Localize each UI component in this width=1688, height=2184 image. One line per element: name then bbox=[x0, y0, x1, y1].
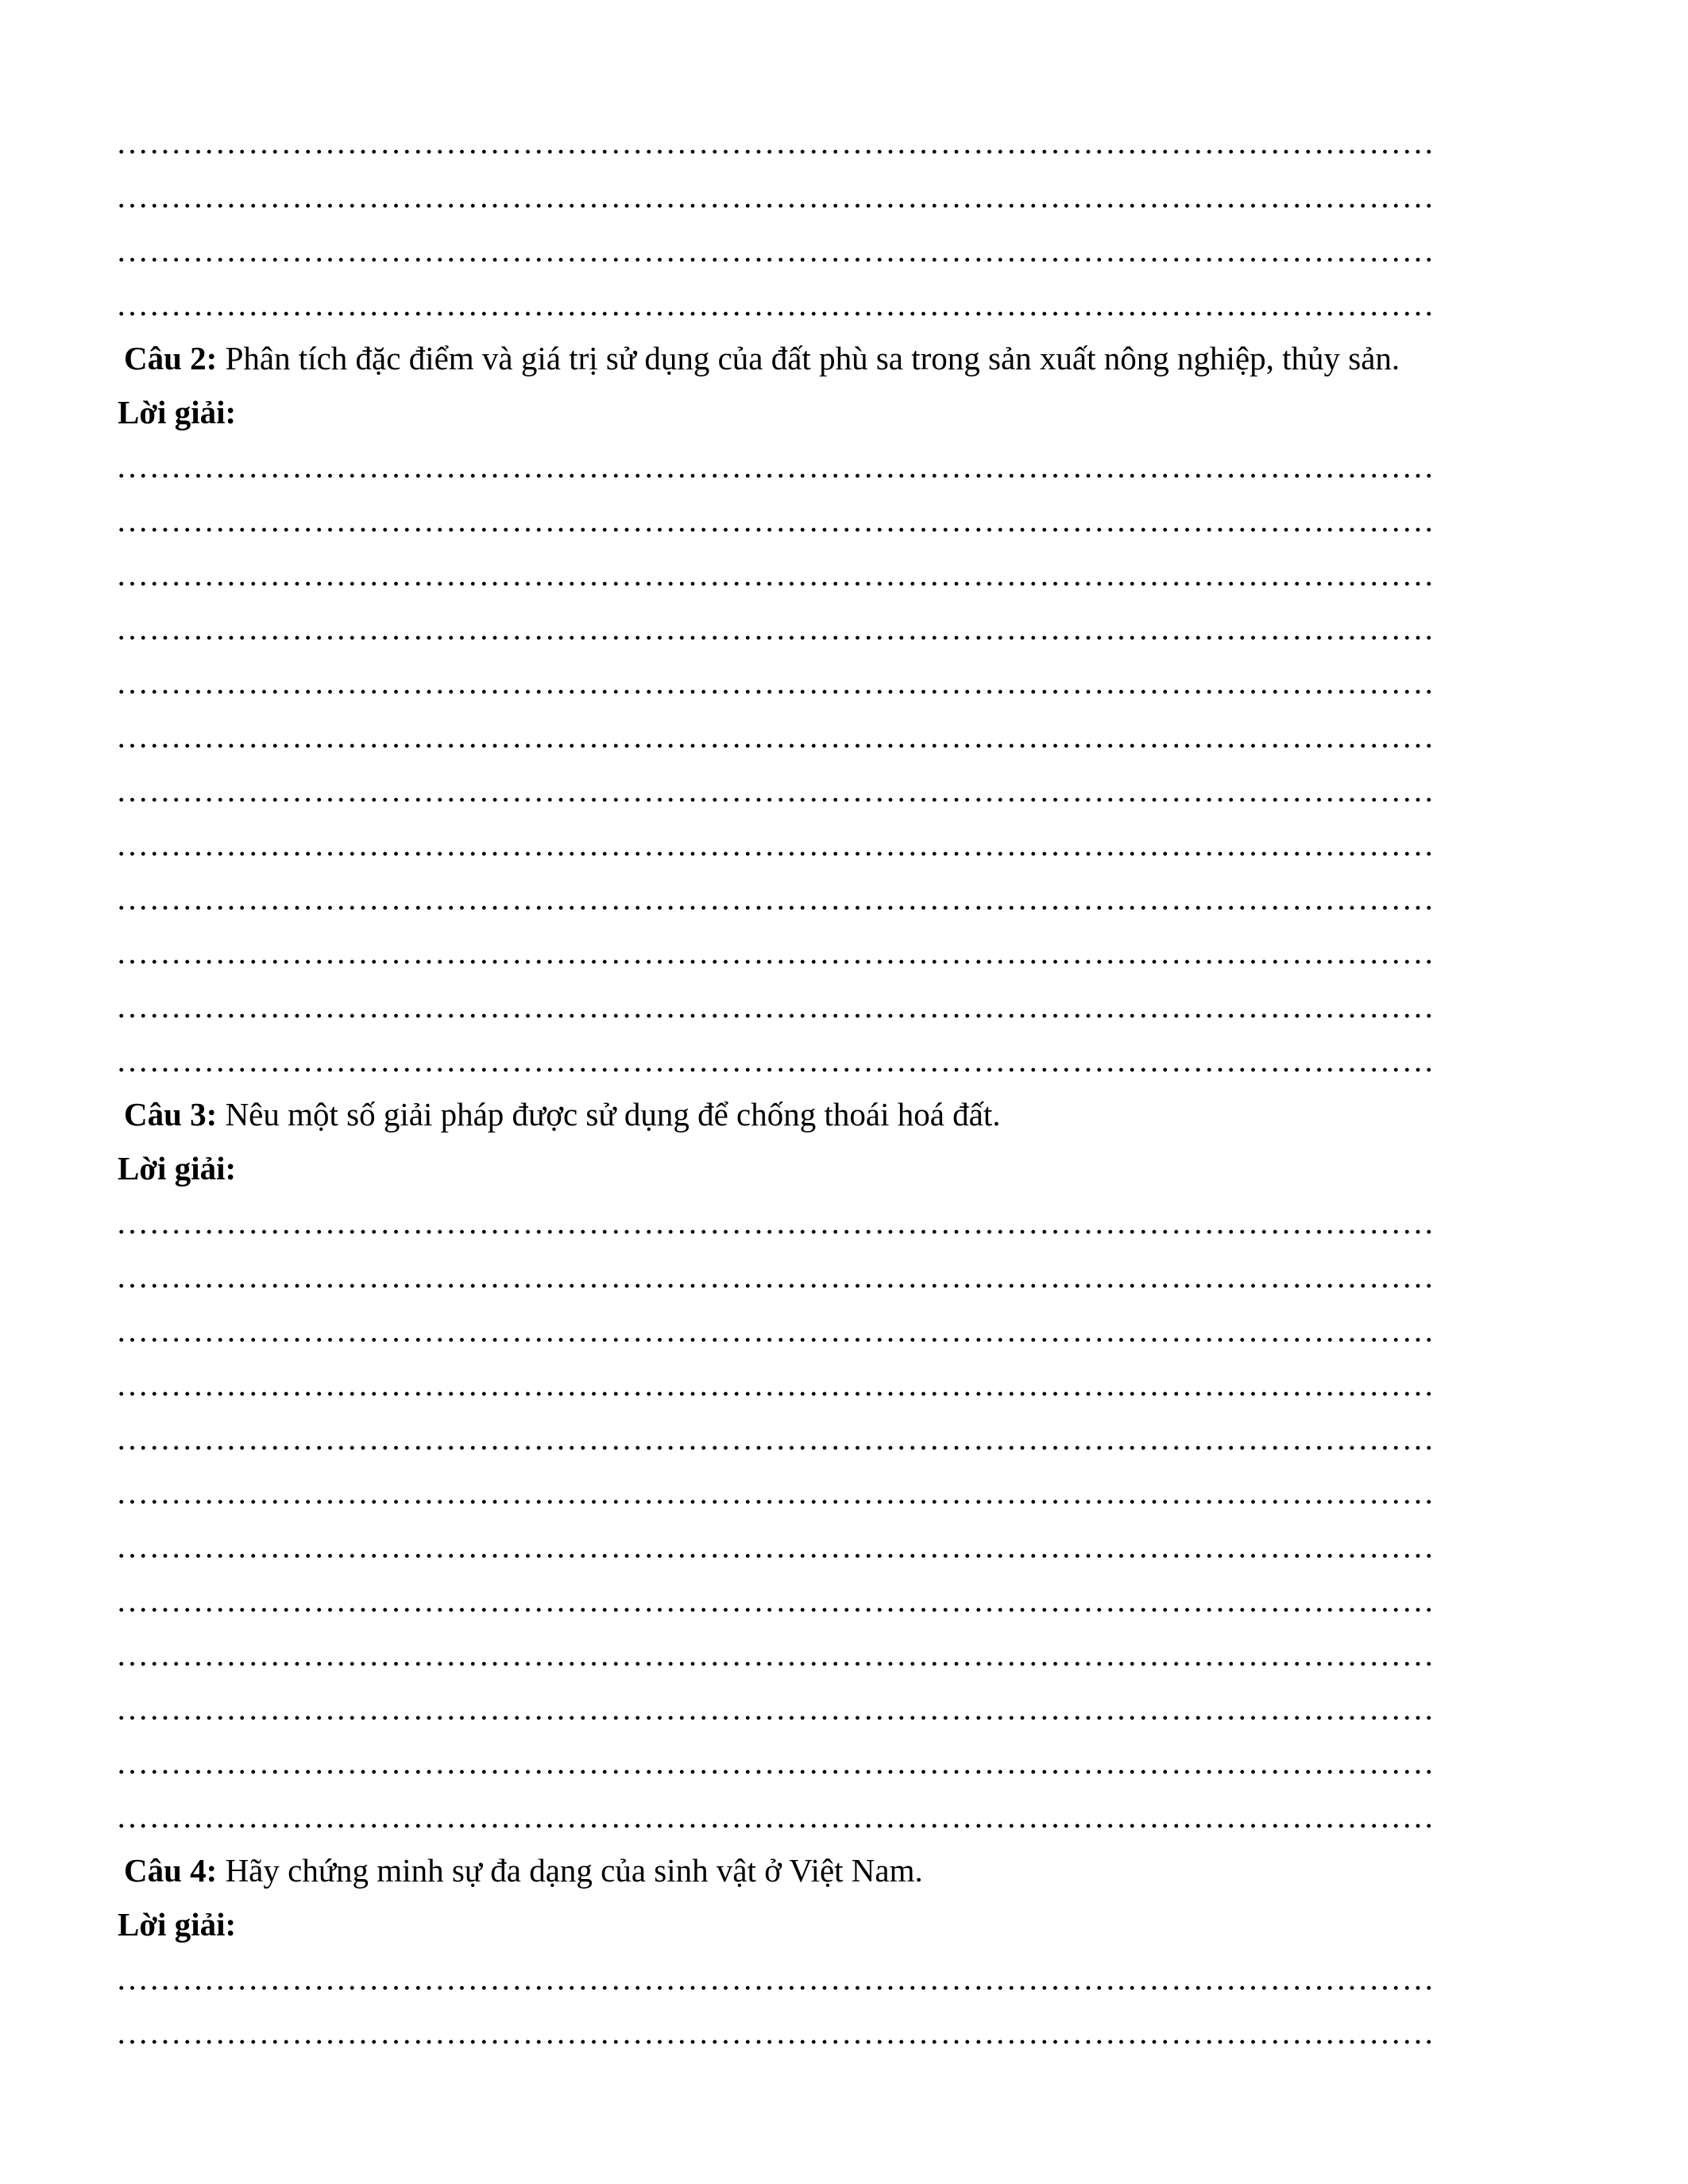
question-text bbox=[124, 1843, 923, 1897]
answer-dotted-line: ………………………………………………………………………………………………………… bbox=[116, 448, 1435, 484]
question-body: Nêu một số giải pháp được sử dụng để chống thoái hoá đất. bbox=[217, 1096, 1001, 1133]
answer-dotted-line: ………………………………………………………………………………………………………… bbox=[116, 1960, 1435, 1997]
answer-dotted-line: ………………………………………………………………………………………………………… bbox=[116, 718, 1435, 754]
answer-dotted-line: ………………………………………………………………………………………………………… bbox=[116, 1042, 1435, 1078]
answer-label: Lời giải: bbox=[118, 1906, 237, 1943]
question-label: Câu 4: bbox=[124, 1852, 218, 1889]
answer-dotted-line: ………………………………………………………………………………………………………… bbox=[116, 1204, 1435, 1241]
answer-dotted-line: ………………………………………………………………………………………………………… bbox=[116, 1690, 1435, 1727]
answer-dotted-line: ………………………………………………………………………………………………………… bbox=[116, 232, 1435, 268]
answer-dotted-line: ………………………………………………………………………………………………………… bbox=[116, 1636, 1435, 1673]
answer-label: Lời giải: bbox=[118, 394, 237, 430]
question-text bbox=[124, 331, 1400, 385]
question-body: Phân tích đặc điểm và giá trị sử dụng của đất phù sa trong sản xuất nông nghiệp, thủy sản. bbox=[217, 340, 1400, 376]
answer-dotted-line: ………………………………………………………………………………………………………… bbox=[116, 1312, 1435, 1349]
answer-dotted-line: ………………………………………………………………………………………………………… bbox=[116, 610, 1435, 646]
question-body: Hãy chứng minh sự đa dạng của sinh vật ở Việt Nam. bbox=[217, 1852, 923, 1889]
answer-dotted-line: ………………………………………………………………………………………………………… bbox=[116, 502, 1435, 538]
answer-dotted-line: ………………………………………………………………………………………………………… bbox=[116, 664, 1435, 700]
answer-dotted-line: ………………………………………………………………………………………………………… bbox=[116, 1528, 1435, 1565]
answer-dotted-line: ………………………………………………………………………………………………………… bbox=[116, 178, 1435, 214]
answer-dotted-line: ………………………………………………………………………………………………………… bbox=[116, 772, 1435, 808]
answer-dotted-line: ………………………………………………………………………………………………………… bbox=[116, 1798, 1435, 1835]
question-label: Câu 3: bbox=[124, 1096, 218, 1133]
answer-dotted-line: ………………………………………………………………………………………………………… bbox=[116, 1420, 1435, 1457]
answer-dotted-line: ………………………………………………………………………………………………………… bbox=[116, 124, 1435, 160]
answer-label: Lời giải: bbox=[118, 1150, 237, 1187]
answer-dotted-line: ………………………………………………………………………………………………………… bbox=[116, 1744, 1435, 1781]
answer-dotted-line: ………………………………………………………………………………………………………… bbox=[116, 2014, 1435, 2051]
answer-dotted-line: ………………………………………………………………………………………………………… bbox=[116, 826, 1435, 862]
answer-dotted-line: ………………………………………………………………………………………………………… bbox=[116, 880, 1435, 916]
answer-dotted-line: ………………………………………………………………………………………………………… bbox=[116, 1474, 1435, 1511]
answer-dotted-line: ………………………………………………………………………………………………………… bbox=[116, 934, 1435, 970]
answer-dotted-line: ………………………………………………………………………………………………………… bbox=[116, 286, 1435, 322]
answer-dotted-line: ………………………………………………………………………………………………………… bbox=[116, 1258, 1435, 1295]
answer-dotted-line: ………………………………………………………………………………………………………… bbox=[116, 556, 1435, 592]
answer-dotted-line: ………………………………………………………………………………………………………… bbox=[116, 1582, 1435, 1619]
answer-dotted-line: ………………………………………………………………………………………………………… bbox=[116, 1366, 1435, 1403]
answer-dotted-line: ………………………………………………………………………………………………………… bbox=[116, 988, 1435, 1024]
question-text bbox=[124, 1087, 1001, 1141]
question-label: Câu 2: bbox=[124, 340, 218, 376]
